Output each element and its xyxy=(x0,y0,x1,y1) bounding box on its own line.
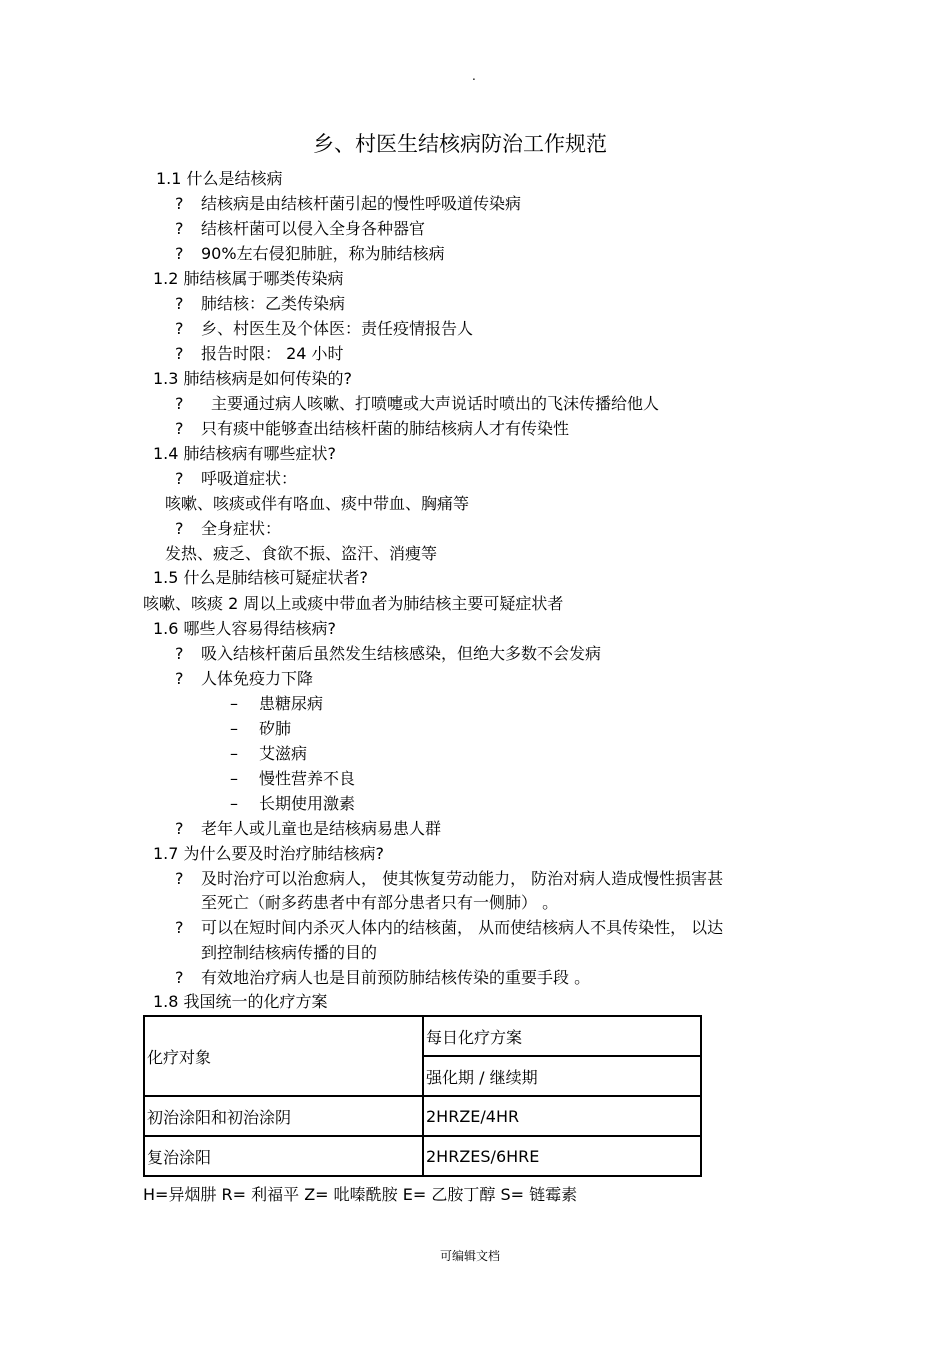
list-item: 只有痰中能够查出结核杆菌的肺结核病人才有传染性 xyxy=(201,419,570,438)
sub-list-item: 长期使用激素 xyxy=(259,794,356,813)
table-row xyxy=(144,1136,701,1176)
section-heading-1-3: 1.3 肺结核病是如何传染的? xyxy=(153,369,353,388)
bullet: ? xyxy=(175,669,184,688)
table-subheader-phase: 强化期 / 继续期 xyxy=(423,1056,701,1096)
bullet: ? xyxy=(175,219,184,238)
bullet: ? xyxy=(175,294,184,313)
dash: – xyxy=(230,769,238,788)
bullet: ? xyxy=(175,194,184,213)
list-item: 呼吸道症状： xyxy=(201,469,298,488)
list-item: 全身症状： xyxy=(201,519,282,538)
list-item: 人体免疫力下降 xyxy=(201,669,314,688)
bullet: ? xyxy=(175,469,184,488)
paragraph-line: 至死亡（耐多药患者中有部分患者只有一侧肺） 。 xyxy=(201,893,559,912)
page-title: 乡、村医生结核病防治工作规范 xyxy=(313,132,607,156)
table-header-regimen: 每日化疗方案 xyxy=(423,1016,701,1056)
list-item: 报告时限： 24 小时 xyxy=(201,344,344,363)
bullet: ? xyxy=(175,918,184,937)
dash: – xyxy=(230,719,238,738)
sub-list-item: 慢性营养不良 xyxy=(259,769,356,788)
section-heading-1-8: 1.8 我国统一的化疗方案 xyxy=(153,992,328,1011)
paragraph-line: 有效地治疗病人也是目前预防肺结核传染的重要手段 。 xyxy=(201,968,591,987)
section-heading-1-7: 1.7 为什么要及时治疗肺结核病? xyxy=(153,844,385,863)
table-cell: 复治涂阳 xyxy=(144,1136,423,1176)
section-heading-1-1: 1.1 什么是结核病 xyxy=(156,169,283,188)
table-cell: 2HRZE/4HR xyxy=(423,1096,701,1136)
bullet: ? xyxy=(175,344,184,363)
list-item: 肺结核：乙类传染病 xyxy=(201,294,346,313)
section-heading-1-4: 1.4 肺结核病有哪些症状? xyxy=(153,444,337,463)
page-footer: 可编辑文档 xyxy=(440,1249,501,1263)
bullet: ? xyxy=(175,819,184,838)
table-header-target: 化疗对象 xyxy=(144,1016,423,1096)
sub-list-item: 矽肺 xyxy=(259,719,292,738)
bullet: ? xyxy=(175,644,184,663)
list-item: 结核病是由结核杆菌引起的慢性呼吸道传染病 xyxy=(201,194,522,213)
section-heading-1-6: 1.6 哪些人容易得结核病? xyxy=(153,619,337,638)
drug-legend: H=异烟肼 R= 利福平 Z= 吡嗪酰胺 E= 乙胺丁醇 S= 链霉素 xyxy=(143,1185,578,1204)
list-item: 结核杆菌可以侵入全身各种器官 xyxy=(201,219,426,238)
list-item: 老年人或儿童也是结核病易患人群 xyxy=(201,819,442,838)
bullet: ? xyxy=(175,244,184,263)
bullet: ? xyxy=(175,519,184,538)
list-item: 乡、村医生及个体医：责任疫情报告人 xyxy=(201,319,474,338)
list-item: 90%左右侵犯肺脏，称为肺结核病 xyxy=(201,244,445,263)
paragraph-line: 可以在短时间内杀灭人体内的结核菌， 从而使结核病人不具传染性， 以达 xyxy=(201,918,724,937)
paragraph-line: 及时治疗可以治愈病人， 使其恢复劳动能力， 防治对病人造成慢性损害甚 xyxy=(201,869,724,888)
symptom-detail: 咳嗽、咳痰或伴有咯血、痰中带血、胸痛等 xyxy=(165,494,470,513)
header-mark: . xyxy=(472,69,476,83)
table-cell: 初治涂阳和初治涂阴 xyxy=(144,1096,423,1136)
list-item: 主要通过病人咳嗽、打喷嚏或大声说话时喷出的飞沫传播给他人 xyxy=(211,394,660,413)
section-body: 咳嗽、咳痰 2 周以上或痰中带血者为肺结核主要可疑症状者 xyxy=(143,594,564,613)
sub-list-item: 患糖尿病 xyxy=(259,694,324,713)
bullet: ? xyxy=(175,419,184,438)
dash: – xyxy=(230,694,238,713)
bullet: ? xyxy=(175,394,184,413)
dash: – xyxy=(230,794,238,813)
bullet: ? xyxy=(175,869,184,888)
bullet: ? xyxy=(175,968,184,987)
sub-list-item: 艾滋病 xyxy=(259,744,308,763)
dash: – xyxy=(230,744,238,763)
symptom-detail: 发热、疲乏、食欲不振、盗汗、消瘦等 xyxy=(165,544,438,563)
list-item: 吸入结核杆菌后虽然发生结核感染，但绝大多数不会发病 xyxy=(201,644,602,663)
table-cell: 2HRZES/6HRE xyxy=(423,1136,701,1176)
table-row xyxy=(144,1096,701,1136)
bullet: ? xyxy=(175,319,184,338)
paragraph-line: 到控制结核病传播的目的 xyxy=(201,943,378,962)
chemotherapy-table xyxy=(143,1015,702,1177)
section-heading-1-2: 1.2 肺结核属于哪类传染病 xyxy=(153,269,344,288)
section-heading-1-5: 1.5 什么是肺结核可疑症状者? xyxy=(153,568,369,587)
